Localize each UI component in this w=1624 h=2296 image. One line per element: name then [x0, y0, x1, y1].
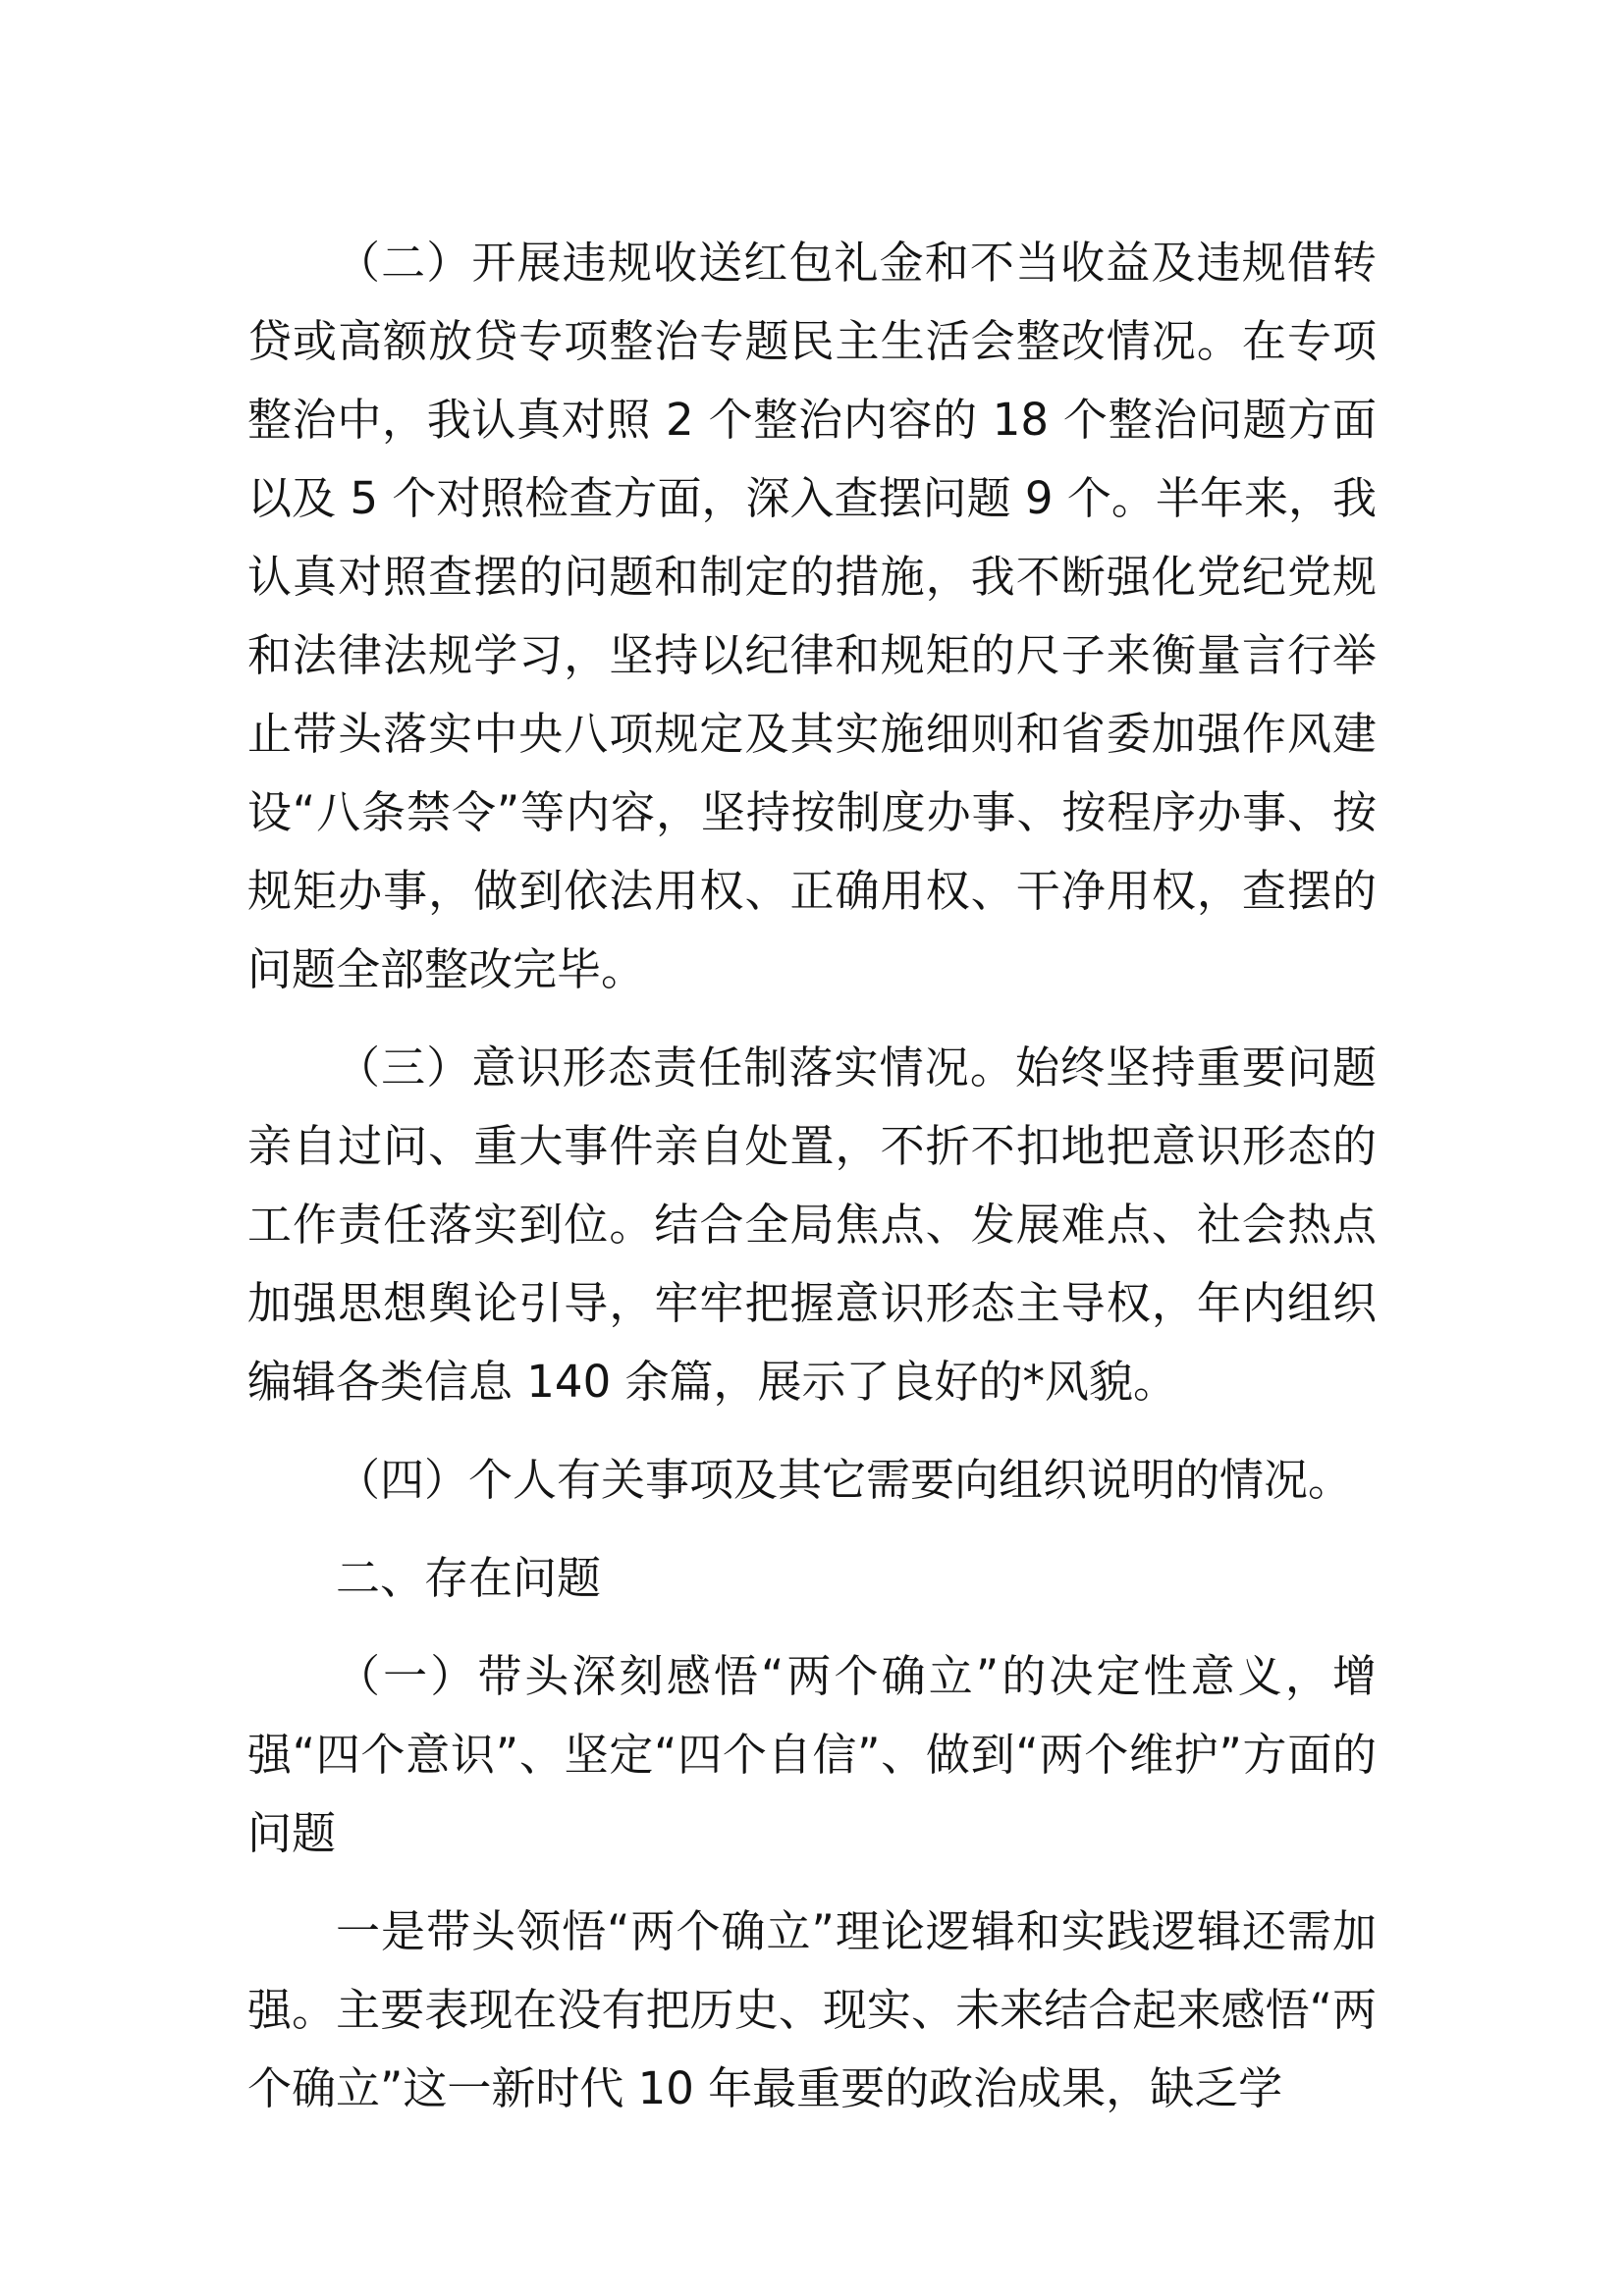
subsection-heading-two-establishments: （一）带头深刻感悟“两个确立”的决定性意义，增强“四个意识”、坚定“四个自信”、做到“两个维护”方面的问题: [247, 1650, 1377, 1859]
paragraph-ideology-responsibility: （三）意识形态责任制落实情况。始终坚持重要问题亲自过问、重大事件亲自处置，不折不扣地把意识形态的工作责任落实到位。结合全局焦点、发展难点、社会热点加强思想舆论引导，牢牢把握意识形态主导权，年内组织编辑各类信息 140 余篇，展示了良好的*风貌。: [247, 1041, 1377, 1408]
paragraph-personal-matters: （四）个人有关事项及其它需要向组织说明的情况。: [336, 1454, 1353, 1506]
paragraph-first-problem: 一是带头领悟“两个确立”理论逻辑和实践逻辑还需加强。主要表现在没有把历史、现实、未来结合起来感悟“两个确立”这一新时代 10 年最重要的政治成果，缺乏学: [247, 1905, 1377, 2114]
document-body: [247, 224, 1377, 2128]
section-heading-existing-problems: 二、存在问题: [336, 1552, 602, 1604]
paragraph-rectification-red-envelopes: （二）开展违规收送红包礼金和不当收益及违规借转贷或高额放贷专项整治专题民主生活会整改情况。在专项整治中，我认真对照 2 个整治内容的 18 个整治问题方面以及 5 个对照检查方面，深入查摆问题 9 个。半年来，我认真对照查摆的问题和制定的措施，我不断强化党纪党规和法律法规学习，坚持以纪律和规矩的尺子来衡量言行举止带头落实中央八项规定及其实施细则和省委加强作风建设“八条禁令”等内容，坚持按制度办事、按程序办事、按规矩办事，做到依法用权、正确用权、干净用权，查摆的问题全部整改完毕。: [247, 237, 1377, 995]
